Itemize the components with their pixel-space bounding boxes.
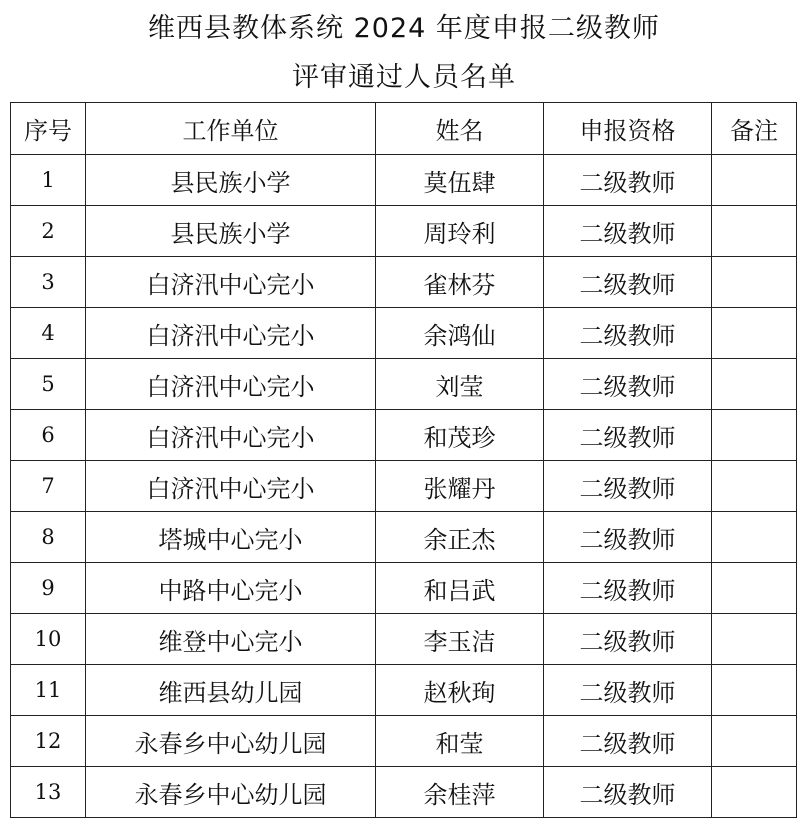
cell-qualification: 二级教师	[544, 716, 712, 767]
cell-num: 12	[11, 716, 86, 767]
cell-name: 余桂萍	[376, 767, 544, 818]
cell-unit: 维西县幼儿园	[86, 665, 376, 716]
cell-qualification: 二级教师	[544, 614, 712, 665]
document-title-line-2: 评审通过人员名单	[292, 62, 516, 93]
cell-num: 3	[11, 257, 86, 308]
cell-note	[712, 461, 797, 512]
cell-name: 余鸿仙	[376, 308, 544, 359]
cell-qualification: 二级教师	[544, 410, 712, 461]
table-row	[11, 359, 797, 410]
table-row	[11, 410, 797, 461]
cell-qualification: 二级教师	[544, 155, 712, 206]
table-row	[11, 308, 797, 359]
cell-qualification: 二级教师	[544, 461, 712, 512]
cell-name: 周玲利	[376, 206, 544, 257]
cell-name: 和茂珍	[376, 410, 544, 461]
cell-note	[712, 716, 797, 767]
cell-note	[712, 206, 797, 257]
cell-qualification: 二级教师	[544, 257, 712, 308]
cell-note	[712, 359, 797, 410]
table-row	[11, 665, 797, 716]
table-row	[11, 563, 797, 614]
cell-qualification: 二级教师	[544, 359, 712, 410]
cell-unit: 永春乡中心幼儿园	[86, 716, 376, 767]
cell-unit: 白济汛中心完小	[86, 410, 376, 461]
document-title-line-1: 维西县教体系统 2024 年度申报二级教师	[148, 13, 660, 44]
table-row	[11, 206, 797, 257]
cell-unit: 县民族小学	[86, 206, 376, 257]
cell-num: 11	[11, 665, 86, 716]
cell-name: 和吕武	[376, 563, 544, 614]
table-row	[11, 512, 797, 563]
table-row	[11, 461, 797, 512]
cell-qualification: 二级教师	[544, 665, 712, 716]
cell-unit: 白济汛中心完小	[86, 359, 376, 410]
cell-unit: 维登中心完小	[86, 614, 376, 665]
cell-note	[712, 257, 797, 308]
cell-name: 张耀丹	[376, 461, 544, 512]
cell-name: 李玉洁	[376, 614, 544, 665]
cell-num: 2	[11, 206, 86, 257]
cell-unit: 白济汛中心完小	[86, 308, 376, 359]
header-qualification: 申报资格	[544, 103, 712, 155]
table-row	[11, 767, 797, 818]
cell-qualification: 二级教师	[544, 767, 712, 818]
cell-num: 5	[11, 359, 86, 410]
cell-note	[712, 512, 797, 563]
cell-name: 莫伍肆	[376, 155, 544, 206]
cell-unit: 白济汛中心完小	[86, 257, 376, 308]
header-name: 姓名	[376, 103, 544, 155]
cell-note	[712, 563, 797, 614]
cell-num: 1	[11, 155, 86, 206]
cell-num: 13	[11, 767, 86, 818]
cell-unit: 县民族小学	[86, 155, 376, 206]
cell-qualification: 二级教师	[544, 563, 712, 614]
table-header-row	[11, 103, 797, 155]
header-unit: 工作单位	[86, 103, 376, 155]
cell-num: 8	[11, 512, 86, 563]
cell-note	[712, 614, 797, 665]
header-note: 备注	[712, 103, 797, 155]
table-row	[11, 716, 797, 767]
header-num: 序号	[11, 103, 86, 155]
table-row	[11, 257, 797, 308]
cell-qualification: 二级教师	[544, 206, 712, 257]
cell-qualification: 二级教师	[544, 512, 712, 563]
cell-num: 4	[11, 308, 86, 359]
cell-note	[712, 665, 797, 716]
cell-name: 余正杰	[376, 512, 544, 563]
table-row	[11, 614, 797, 665]
cell-note	[712, 308, 797, 359]
cell-num: 10	[11, 614, 86, 665]
cell-unit: 中路中心完小	[86, 563, 376, 614]
cell-qualification: 二级教师	[544, 308, 712, 359]
table-row	[11, 155, 797, 206]
cell-unit: 塔城中心完小	[86, 512, 376, 563]
approved-teachers-table	[10, 102, 797, 818]
cell-name: 雀林芬	[376, 257, 544, 308]
cell-note	[712, 410, 797, 461]
cell-unit: 永春乡中心幼儿园	[86, 767, 376, 818]
cell-name: 刘莹	[376, 359, 544, 410]
cell-name: 和莹	[376, 716, 544, 767]
cell-num: 6	[11, 410, 86, 461]
cell-name: 赵秋珣	[376, 665, 544, 716]
cell-num: 7	[11, 461, 86, 512]
cell-note	[712, 155, 797, 206]
cell-note	[712, 767, 797, 818]
cell-unit: 白济汛中心完小	[86, 461, 376, 512]
cell-num: 9	[11, 563, 86, 614]
